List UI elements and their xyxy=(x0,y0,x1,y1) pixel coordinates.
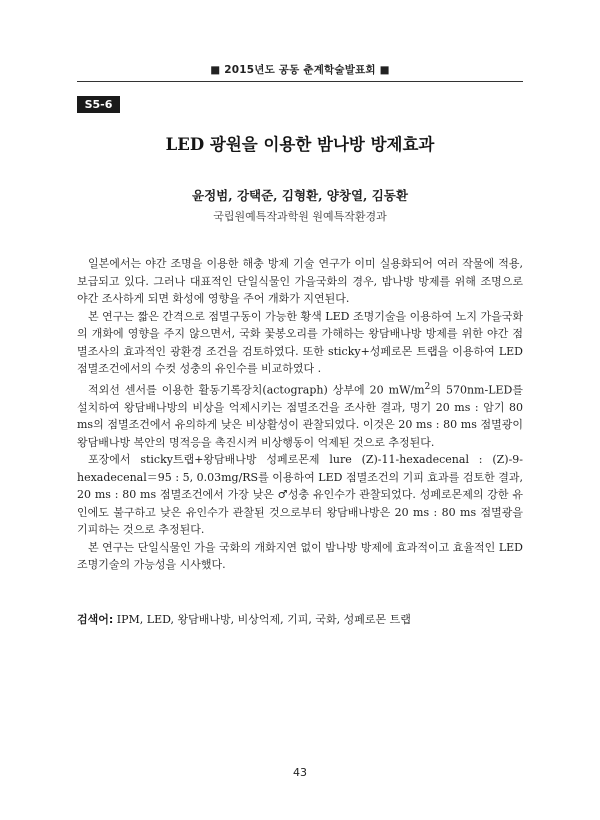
abstract-paragraph-3 xyxy=(77,378,523,452)
abstract-paragraph-2: 본 연구는 짧은 간격으로 점멸구동이 가능한 황색 LED 조명기술을 이용하여 노지 가을국화의 개화에 영향을 주지 않으면서, 국화 꽃봉오리를 가해하는 왕담배나방 방제를 위한 야간 점멸조사의 효과적인 광환경 조건을 검토하였다. 또한 sticky+성페로몬 트랩을 이용하여 LED 점멸조건에서의 수컷 성충의 유인수를 비교하였다 . xyxy=(77,309,523,375)
affiliation: 국립원예특작과학원 원예특작환경과 xyxy=(213,210,387,223)
abstract-paragraph-5: 본 연구는 단일식물인 가을 국화의 개화지연 없이 밤나방 방제에 효과적이고 효율적인 LED 조명기술의 가능성을 시사했다. xyxy=(77,540,523,572)
author-list: 윤정범, 강택준, 김형환, 양창열, 김동환 xyxy=(192,188,408,203)
keywords xyxy=(77,611,523,628)
session-badge: S5-6 xyxy=(77,96,120,113)
paper-title: LED 광원을 이용한 밤나방 방제효과 xyxy=(165,135,435,154)
keywords-label: 검색어: xyxy=(77,613,114,626)
abstract-paragraph-1: 일본에서는 야간 조명을 이용한 해충 방제 기술 연구가 이미 실용화되어 여러 작물에 적용, 보급되고 있다. 그러나 대표적인 단일식물인 가을국화의 경우, 밤나방 방제를 위해 조명으로 야간 조사하게 되면 화성에 영향을 주어 개화가 지연된다. xyxy=(77,257,523,305)
running-header: ■ 2015년도 공동 춘계학술발표회 ■ xyxy=(210,64,390,76)
abstract-paragraph-3-text-a: 적외선 센서를 이용한 활동기록장치(actograph) 상부에 20 mW/m xyxy=(88,383,425,397)
page-number: 43 xyxy=(293,766,307,779)
abstract-body xyxy=(77,255,523,574)
header-divider xyxy=(77,81,523,82)
keywords-value: IPM, LED, 왕담배나방, 비상억제, 기피, 국화, 성페로몬 트랩 xyxy=(116,613,411,626)
abstract-paragraph-3-text-b: 의 570nm-LED를 설치하여 왕담배나방의 비상을 억제시키는 점멸조건을 조사한 결과, 명기 20 ms : 암기 80 ms의 점멸조건에서 유의하게 낮은 비상활성이 관찰되었다. 이것은 20 ms : 80 ms 점멸광이 왕담배나방 복안의 명적응을 촉진시켜 비상행동이 억제된 것으로 추정된다. xyxy=(77,383,523,449)
superscript-2: 2 xyxy=(424,380,431,392)
abstract-paragraph-4: 포장에서 sticky트랩+왕담배나방 성페로몬제 lure (Z)-11-hexadecenal : (Z)-9-hexadecenal＝95 : 5, 0.03mg/RS를 이용하여 LED 점멸조건의 기피 효과를 검토한 결과, 20 ms : 80 ms 점멸조건에서 가장 낮은 ♂성충 유인수가 관찰되었다. 성페로몬제의 강한 유인에도 불구하고 낮은 유인수가 관찰된 것으로부터 왕담배나방은 20 ms : 80 ms 점멸광을 기피하는 것으로 추정된다. xyxy=(77,453,523,537)
